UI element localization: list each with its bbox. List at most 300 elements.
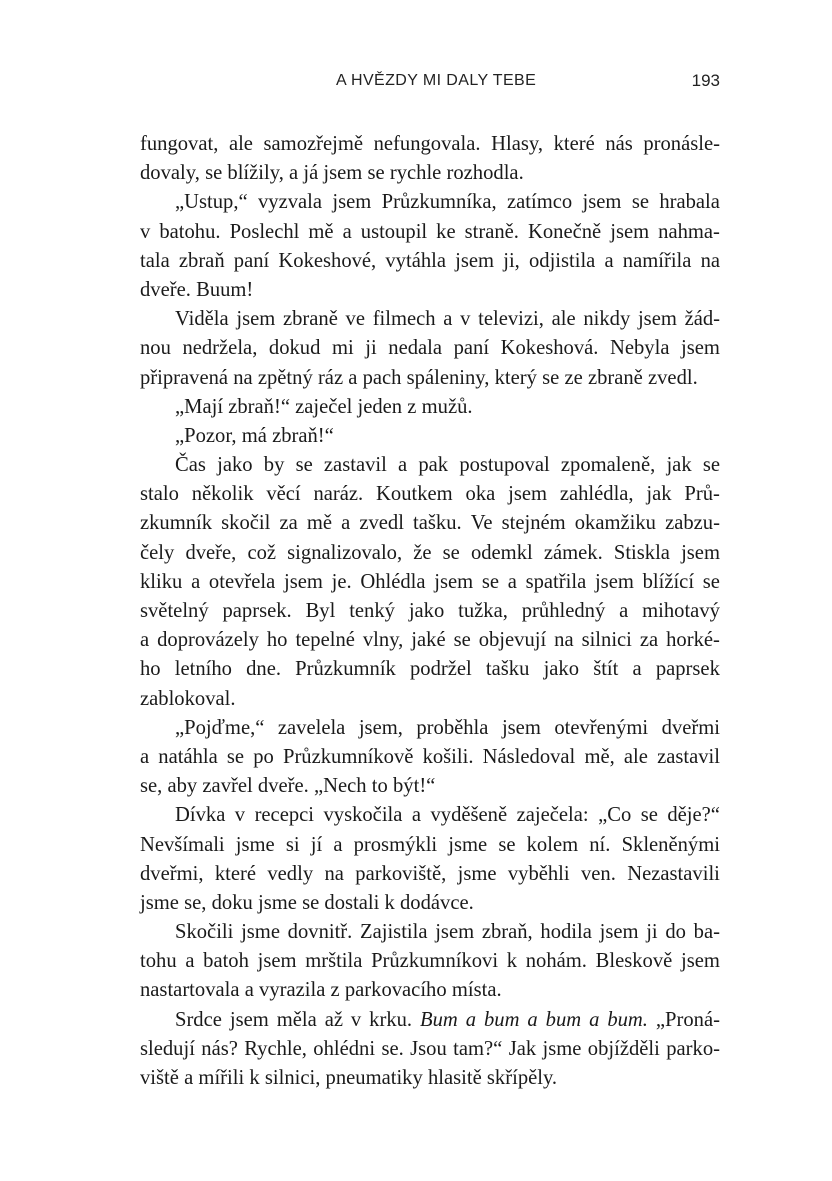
word: nahma- bbox=[658, 220, 720, 243]
word: se bbox=[702, 454, 720, 477]
word: zbraně bbox=[587, 366, 643, 389]
word: „Pojďme,“ bbox=[175, 716, 265, 739]
word: bum. bbox=[607, 1008, 648, 1031]
word: zbraně bbox=[282, 308, 338, 331]
word: a bbox=[342, 220, 352, 243]
word: mrštila bbox=[305, 950, 363, 973]
word: jsem bbox=[257, 950, 297, 973]
word: parkoviště, bbox=[355, 862, 447, 885]
word: a bbox=[140, 745, 150, 768]
word: a bbox=[289, 162, 299, 185]
word: má bbox=[241, 424, 267, 447]
word: v bbox=[350, 1008, 362, 1031]
word: se bbox=[481, 570, 500, 593]
word: zabzu- bbox=[665, 512, 720, 535]
word: Konečně bbox=[528, 220, 602, 243]
word: Skočili bbox=[175, 921, 234, 944]
word: je. bbox=[331, 570, 352, 593]
word: objížděli bbox=[587, 1037, 660, 1060]
word: to bbox=[371, 775, 388, 798]
text-line bbox=[140, 801, 720, 830]
word: se, bbox=[184, 891, 207, 914]
text-line bbox=[140, 334, 720, 363]
word: Bum bbox=[420, 1008, 458, 1031]
text-line bbox=[140, 1064, 720, 1093]
word: já bbox=[303, 162, 319, 185]
word: zbraň bbox=[178, 249, 225, 272]
word: hrabala bbox=[659, 191, 720, 214]
word: a bbox=[632, 658, 642, 681]
word: který bbox=[494, 366, 537, 389]
word: Ohlédla bbox=[360, 570, 426, 593]
text-line bbox=[140, 743, 720, 772]
word: za bbox=[639, 629, 659, 652]
word: jsem bbox=[637, 308, 677, 331]
text-line bbox=[140, 655, 720, 684]
word: se bbox=[631, 191, 649, 214]
word: zkumník bbox=[140, 512, 213, 535]
word: v bbox=[460, 308, 471, 331]
word: horké- bbox=[666, 629, 720, 652]
word: Koutkem bbox=[376, 483, 453, 506]
word: a bbox=[140, 629, 150, 652]
text-line bbox=[140, 509, 720, 538]
text-line bbox=[140, 539, 720, 568]
word: „Proná- bbox=[655, 1008, 720, 1031]
word: a bbox=[465, 1008, 477, 1031]
word: které bbox=[214, 862, 257, 885]
word: se bbox=[542, 366, 560, 389]
text-line bbox=[140, 626, 720, 655]
word: tašku bbox=[485, 658, 530, 681]
word: proběhla bbox=[416, 716, 489, 739]
word: mě, bbox=[584, 745, 615, 768]
text-line bbox=[140, 1035, 720, 1064]
word: kliku bbox=[140, 570, 183, 593]
word: jako bbox=[408, 600, 445, 622]
word: namířila bbox=[622, 249, 692, 272]
word: jsem bbox=[680, 950, 720, 973]
word: ji bbox=[365, 337, 377, 360]
word: ve bbox=[345, 308, 365, 331]
word: odemkl bbox=[470, 541, 533, 564]
word: bum bbox=[545, 1008, 582, 1031]
word: zastavil bbox=[323, 454, 387, 477]
word: nás bbox=[605, 133, 633, 155]
word: nikdy bbox=[583, 308, 631, 331]
word: blížící bbox=[642, 570, 695, 593]
word: objevují bbox=[478, 629, 547, 652]
word: ohlédni bbox=[313, 1037, 376, 1060]
word: tužka, bbox=[458, 600, 508, 622]
word: parkovacího bbox=[344, 979, 447, 1002]
word: tašku. bbox=[413, 512, 462, 535]
word: na bbox=[554, 629, 574, 652]
word: mužů. bbox=[421, 395, 473, 418]
text-line bbox=[140, 393, 720, 422]
text-line bbox=[140, 276, 720, 305]
word: jsme bbox=[140, 891, 179, 914]
word: zablokoval. bbox=[140, 687, 236, 710]
word: signalizovalo, bbox=[287, 541, 403, 564]
word: zvedl bbox=[359, 512, 404, 535]
word: stejném bbox=[501, 512, 566, 535]
word: ale bbox=[551, 308, 576, 331]
word: si bbox=[285, 833, 300, 856]
word: jsem bbox=[594, 570, 634, 593]
word: spáleniny, bbox=[406, 366, 490, 389]
word: a bbox=[244, 979, 254, 1002]
running-title: A HVĚZDY MI DALY TEBE bbox=[336, 72, 537, 89]
word: a bbox=[348, 366, 358, 389]
word: Stiskla bbox=[613, 541, 670, 564]
word: Průzkumníkově bbox=[282, 745, 414, 768]
word: Buum! bbox=[196, 278, 254, 301]
word: Srdce bbox=[175, 1008, 222, 1031]
text-line bbox=[140, 305, 720, 334]
word: v bbox=[140, 220, 151, 243]
word: nou bbox=[140, 337, 171, 360]
word: se. bbox=[381, 1037, 404, 1060]
word: jsme bbox=[542, 1037, 582, 1060]
word: jí bbox=[310, 833, 323, 856]
word: a bbox=[619, 600, 629, 622]
word: blížily, bbox=[227, 162, 284, 185]
word: fungovat, bbox=[140, 133, 219, 155]
word: jsem bbox=[283, 570, 323, 593]
word: pronásle- bbox=[643, 133, 720, 155]
word: dveřmi bbox=[661, 716, 720, 739]
word: Jak bbox=[508, 1037, 537, 1060]
word: zastavil bbox=[657, 745, 720, 768]
word: vyběhli bbox=[507, 862, 570, 885]
word: Nebyla bbox=[610, 337, 670, 360]
word: paprsek. bbox=[222, 600, 292, 622]
word: z bbox=[330, 979, 340, 1002]
word: Ve bbox=[470, 512, 493, 535]
word: v bbox=[234, 804, 246, 827]
word: košili. bbox=[422, 745, 474, 768]
word: jsem bbox=[681, 337, 720, 360]
text-line bbox=[140, 480, 720, 509]
word: nás? bbox=[201, 1037, 238, 1060]
word: a bbox=[333, 833, 343, 856]
text-line bbox=[140, 685, 720, 714]
word: by bbox=[263, 454, 285, 477]
word: a bbox=[341, 512, 351, 535]
word: Bleskově bbox=[595, 950, 673, 973]
word: Rychle, bbox=[244, 1037, 307, 1060]
text-line bbox=[140, 831, 720, 860]
word: jsem bbox=[332, 191, 372, 214]
word: až bbox=[324, 1008, 343, 1031]
word: měla bbox=[276, 1008, 317, 1031]
word: k bbox=[506, 950, 518, 973]
word: a bbox=[184, 1067, 194, 1089]
word: tam?“ bbox=[453, 1037, 503, 1060]
word: k bbox=[384, 891, 395, 914]
word: „Pozor, bbox=[175, 424, 237, 447]
word: mě bbox=[306, 512, 333, 535]
word: a bbox=[185, 950, 195, 973]
word: a bbox=[527, 1008, 538, 1031]
word: vyrazila bbox=[259, 979, 326, 1002]
word: nedala bbox=[388, 337, 443, 360]
word: se bbox=[226, 745, 245, 768]
word: ze bbox=[564, 366, 583, 389]
word: ní. bbox=[589, 833, 611, 856]
word: věcí bbox=[266, 483, 301, 506]
word: Viděla bbox=[175, 308, 229, 331]
word: parko- bbox=[666, 1037, 720, 1060]
word: silnici bbox=[581, 629, 632, 652]
word: Průzkumníkovi bbox=[371, 950, 499, 973]
word: do bbox=[665, 921, 686, 944]
word: tohu bbox=[140, 950, 177, 973]
page-number: 193 bbox=[691, 71, 720, 90]
word: jsem bbox=[599, 921, 639, 944]
word: pneumatiky bbox=[325, 1067, 423, 1089]
text-line bbox=[140, 247, 720, 276]
word: se bbox=[302, 891, 320, 914]
word: televizi, bbox=[478, 308, 544, 331]
text-line bbox=[140, 976, 720, 1005]
word: a bbox=[398, 454, 408, 477]
word: Průzkumníka, bbox=[381, 191, 497, 214]
word: se bbox=[367, 162, 385, 185]
text-line bbox=[140, 918, 720, 947]
text-line bbox=[140, 597, 720, 626]
word: Prů- bbox=[684, 483, 720, 506]
word: být!“ bbox=[393, 775, 436, 798]
word: jsem bbox=[455, 249, 495, 272]
text-line bbox=[140, 130, 720, 159]
word: a bbox=[411, 804, 422, 827]
word: z bbox=[407, 395, 417, 418]
word: vyděšeně bbox=[430, 804, 508, 827]
text-line bbox=[140, 218, 720, 247]
word: jako bbox=[217, 454, 253, 477]
word: a bbox=[507, 570, 517, 593]
word: na bbox=[233, 366, 253, 389]
word: jsme bbox=[257, 891, 297, 914]
word: jsem bbox=[681, 541, 720, 564]
word: viště bbox=[140, 1067, 179, 1089]
text-line bbox=[140, 159, 720, 188]
word: dveře, bbox=[185, 541, 237, 564]
word: a bbox=[604, 249, 614, 272]
word: jsem bbox=[435, 921, 475, 944]
word: se bbox=[453, 629, 471, 652]
word: vytáhla bbox=[385, 249, 446, 272]
word: se bbox=[702, 570, 720, 593]
word: zbraň, bbox=[481, 921, 533, 944]
word: jako bbox=[543, 658, 580, 681]
word: Dívka bbox=[175, 804, 226, 827]
word: postupoval bbox=[459, 454, 550, 477]
word: nastartovala bbox=[140, 979, 240, 1002]
running-header bbox=[0, 68, 832, 98]
word: oka bbox=[465, 483, 496, 506]
word: dostali bbox=[324, 891, 380, 914]
word: rozhodla. bbox=[446, 162, 524, 185]
word: jak bbox=[666, 454, 692, 477]
word: silnici, bbox=[264, 1067, 321, 1089]
word: naráz. bbox=[313, 483, 364, 506]
word: za bbox=[279, 512, 298, 535]
word: ke bbox=[436, 220, 456, 243]
word: dveřmi, bbox=[140, 862, 204, 885]
word: tenký bbox=[349, 600, 395, 622]
word: zpomaleně, bbox=[560, 454, 656, 477]
word: pach bbox=[362, 366, 402, 389]
word: Hlasy, bbox=[491, 133, 543, 155]
word: vedly bbox=[267, 862, 314, 885]
word: ustoupil bbox=[360, 220, 428, 243]
word: štít bbox=[593, 658, 619, 681]
word: dovnitř. bbox=[287, 921, 353, 944]
word: doprovázely bbox=[157, 629, 259, 652]
word: jsem bbox=[508, 483, 547, 506]
word: nohám. bbox=[525, 950, 587, 973]
word: Poslechl bbox=[229, 220, 300, 243]
word: na bbox=[324, 862, 344, 885]
word: zaječela: bbox=[516, 804, 589, 827]
word: natáhla bbox=[158, 745, 218, 768]
word: jsem bbox=[236, 308, 276, 331]
word: a bbox=[443, 308, 453, 331]
word: dokud bbox=[268, 337, 321, 360]
text-line bbox=[140, 1006, 720, 1035]
word: okamžiku bbox=[574, 512, 656, 535]
word: se bbox=[295, 454, 313, 477]
text-line bbox=[140, 772, 720, 801]
word: ráz bbox=[317, 366, 344, 389]
word: podržel bbox=[410, 658, 472, 681]
word: mě bbox=[308, 220, 334, 243]
word: „Co bbox=[598, 804, 632, 827]
word: paprsek bbox=[655, 658, 720, 681]
word: rychle bbox=[389, 162, 442, 185]
word: že bbox=[413, 541, 432, 564]
word: batohu. bbox=[159, 220, 221, 243]
word: hlasitě bbox=[427, 1067, 482, 1089]
word: dne. bbox=[246, 658, 281, 681]
word: Zajistila bbox=[360, 921, 428, 944]
word: zavřel bbox=[202, 775, 253, 798]
word: zbraň!“ bbox=[228, 395, 290, 418]
word: na bbox=[700, 249, 720, 272]
word: samozřejmě bbox=[263, 133, 364, 155]
word: děje?“ bbox=[667, 804, 720, 827]
word: kolem bbox=[526, 833, 579, 856]
word: skřípěly. bbox=[486, 1067, 558, 1089]
word: „Mají bbox=[175, 395, 224, 418]
word: prosmýkli bbox=[353, 833, 438, 856]
word: zvedl. bbox=[648, 366, 698, 389]
word: dovaly, bbox=[140, 162, 200, 185]
word: a bbox=[191, 570, 201, 593]
word: vyskočila bbox=[323, 804, 403, 827]
word: se bbox=[498, 833, 516, 856]
word: jsme bbox=[448, 833, 488, 856]
word: zaječel bbox=[295, 395, 353, 418]
word: jsem bbox=[582, 191, 622, 214]
word: Jsou bbox=[410, 1037, 447, 1060]
word: „Nech bbox=[314, 775, 367, 798]
word: jaké bbox=[411, 629, 446, 652]
text-line bbox=[140, 568, 720, 597]
word: se, bbox=[140, 775, 163, 798]
text-line bbox=[140, 714, 720, 743]
word: tala bbox=[140, 249, 170, 272]
word: sledují bbox=[140, 1037, 195, 1060]
word: batoh bbox=[203, 950, 249, 973]
word: mířili bbox=[198, 1067, 245, 1089]
word: Byl bbox=[305, 600, 336, 622]
word: „Ustup,“ bbox=[175, 191, 248, 214]
word: recepci bbox=[254, 804, 315, 827]
word: odjistila bbox=[528, 249, 596, 272]
word: zahlédla, bbox=[559, 483, 634, 506]
word: místa. bbox=[451, 979, 502, 1002]
word: jsme bbox=[241, 921, 280, 944]
text-line bbox=[140, 451, 720, 480]
word: jsem bbox=[501, 716, 541, 739]
word: letního bbox=[174, 658, 232, 681]
word: vlny, bbox=[362, 629, 404, 652]
word: mihotavý bbox=[642, 600, 720, 622]
word: po bbox=[253, 745, 274, 768]
word: ho bbox=[140, 658, 161, 681]
word: ho bbox=[266, 629, 288, 652]
word: otevřela bbox=[208, 570, 276, 593]
word: jeden bbox=[357, 395, 403, 418]
word: ale bbox=[623, 745, 648, 768]
word: straně. bbox=[464, 220, 519, 243]
text-line bbox=[140, 860, 720, 889]
word: dveře. bbox=[257, 775, 309, 798]
word: hodila bbox=[540, 921, 592, 944]
word: se bbox=[640, 804, 658, 827]
word: doku bbox=[211, 891, 253, 914]
word: Následoval bbox=[482, 745, 576, 768]
word: Nezastavili bbox=[627, 862, 720, 885]
word: dveře. bbox=[140, 278, 191, 301]
word: se bbox=[205, 162, 223, 185]
word: ji bbox=[646, 921, 658, 944]
word: ji, bbox=[503, 249, 520, 272]
word: jsem bbox=[323, 162, 363, 185]
word: průhledný bbox=[521, 600, 606, 622]
word: ba- bbox=[693, 921, 720, 944]
text-line bbox=[140, 364, 720, 393]
word: Skleněnými bbox=[621, 833, 720, 856]
word: zpětný bbox=[257, 366, 313, 389]
word: Kokeshová. bbox=[500, 337, 599, 360]
word: nedržela, bbox=[182, 337, 258, 360]
body-text bbox=[140, 130, 720, 1093]
word: jak bbox=[646, 483, 672, 506]
word: žád- bbox=[684, 308, 720, 331]
word: světelný bbox=[140, 600, 209, 622]
word: skočil bbox=[221, 512, 271, 535]
word: stalo bbox=[140, 483, 179, 506]
text-line bbox=[140, 422, 720, 451]
word: tepelné bbox=[295, 629, 355, 652]
word: což bbox=[247, 541, 277, 564]
text-line bbox=[140, 947, 720, 976]
